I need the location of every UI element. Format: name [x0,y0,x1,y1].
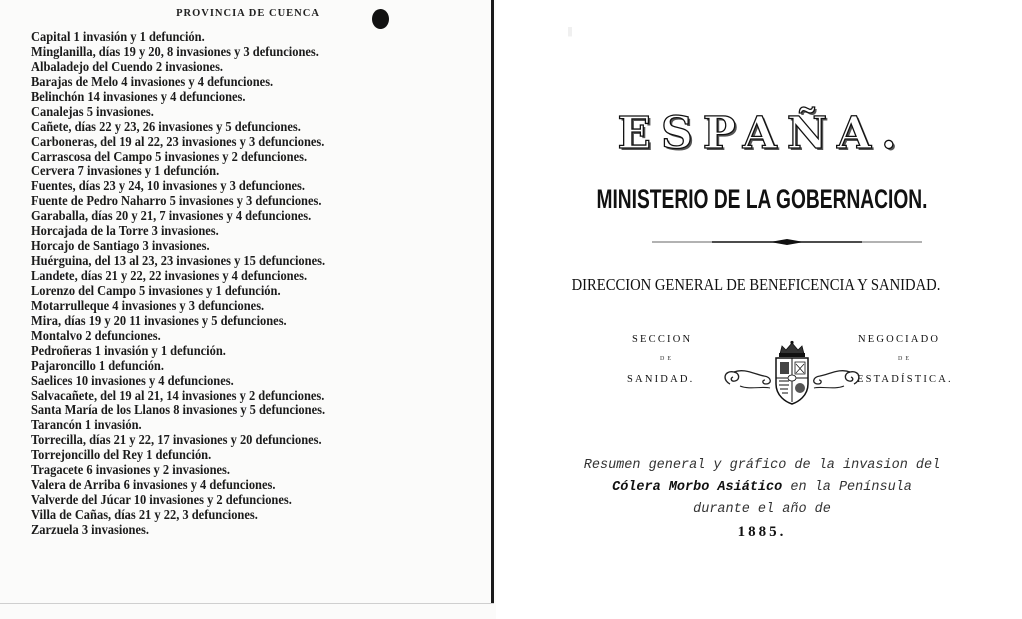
section-name: SANIDAD. [627,374,695,385]
clipping-line: Pajaroncillo 1 defunción. [31,358,164,373]
divider-ornament [652,234,922,250]
clipping-line: Huérguina, del 13 al 23, 23 invasiones y 15 defunciones. [31,254,326,269]
clipping-line: Fuentes, días 23 y 24, 10 invasiones y 3 defunciones. [31,179,306,194]
section-de: DE [660,356,674,362]
direction-title: DIRECCION GENERAL DE BENEFICENCIA Y SANIDAD. [571,275,941,294]
clipping-line: Montalvo 2 defunciones. [31,328,161,343]
column-rule [491,0,494,604]
clipping-line: Minglanilla, días 19 y 20, 8 invasiones y 3 defunciones. [31,44,319,59]
department-name: ESTADÍSTICA. [857,374,953,385]
clipping-line: Lorenzo del Campo 5 invasiones y 1 defunción. [31,283,281,298]
subtitle-line-1: Resumen general y gráfico de la invasion del [583,458,941,473]
subtitle-line-2-rest: en la Península [782,480,912,495]
clipping-line: Santa María de los Llanos 8 invasiones y 5 defunciones. [31,403,326,418]
clipping-line: Saelices 10 invasiones y 4 defunciones. [31,373,234,388]
clipping-line: Barajas de Melo 4 invasiones y 4 defunciones. [31,74,274,89]
clipping-line: Albaladejo del Cuendo 2 invasiones. [31,59,224,74]
clipping-heading: PROVINCIA DE CUENCA [176,8,320,19]
clipping-line: Villa de Cañas, días 21 y 22, 3 defunciones. [31,508,258,522]
department-de: DE [898,356,912,362]
clipping-line: Torrejoncillo del Rey 1 defunción. [31,448,212,463]
clipping-lines [31,30,486,538]
clipping-line: Garaballa, días 20 y 21, 7 invasiones y 4 defunciones. [31,209,312,224]
clipping-line: Tarancón 1 invasión. [31,418,142,433]
clipping-line: Capital 1 invasión y 1 defunción. [31,30,205,44]
subtitle-line-2 [502,477,1022,499]
clipping-line: Torrecilla, días 21 y 22, 17 invasiones y 20 defunciones. [31,433,322,448]
clipping-line: Valera de Arriba 6 invasiones y 4 defunciones. [31,478,276,493]
clipping-line: Tragacete 6 invasiones y 2 invasiones. [31,463,231,478]
subtitle-line-3: durante el año de [693,502,831,517]
section-label: SECCION [632,334,693,345]
clipping-bottom-edge [0,603,494,604]
clipping-line: Cañete, días 22 y 23, 26 invasiones y 5 defunciones. [31,119,301,134]
country-title: ESPAÑA. [617,108,907,159]
clipping-line: Landete, días 21 y 22, 22 invasiones y 4 defunciones. [31,269,308,283]
clipping-line: Pedroñeras 1 invasión y 1 defunción. [31,343,226,358]
clipping-line: Cervera 7 invasiones y 1 defunción. [31,164,220,179]
clipping-line: Canalejas 5 invasiones. [31,104,154,119]
clipping-line: Belinchón 14 invasiones y 4 defunciones. [31,89,246,104]
coat-of-arms-icon [720,340,864,406]
clipping-line: Mira, días 19 y 20 11 invasiones y 5 defunciones. [31,313,287,328]
clipping-line: Valverde del Júcar 10 invasiones y 2 defunciones. [31,493,292,508]
clipping-line: Motarrulleque 4 invasiones y 3 defunciones. [31,298,265,313]
publication-year: 1885. [737,524,787,540]
newspaper-clipping [0,0,496,619]
clipping-line: Zarzuela 3 invasiones. [31,522,149,537]
clipping-line: Carrascosa del Campo 5 invasiones y 2 defunciones. [31,149,308,164]
work-subtitle [502,455,1022,543]
department-label: NEGOCIADO [858,334,941,345]
clipping-line: Horcajada de la Torre 3 invasiones. [31,224,219,239]
clipping-line: Horcajo de Santiago 3 invasiones. [31,239,210,254]
clipping-line: Fuente de Pedro Naharro 5 invasiones y 3 defunciones. [31,194,322,209]
page-mark: || [568,26,573,37]
title-page [502,0,1022,619]
ministry-title: MINISTERIO DE LA GOBERNACION. [596,184,928,215]
clipping-line: Carboneras, del 19 al 22, 23 invasiones y 3 defunciones. [31,134,325,149]
disease-name: Cólera Morbo Asiático [612,480,783,495]
ink-blot-mark [372,9,389,29]
clipping-line: Salvacañete, del 19 al 21, 14 invasiones y 2 defunciones. [31,388,325,403]
